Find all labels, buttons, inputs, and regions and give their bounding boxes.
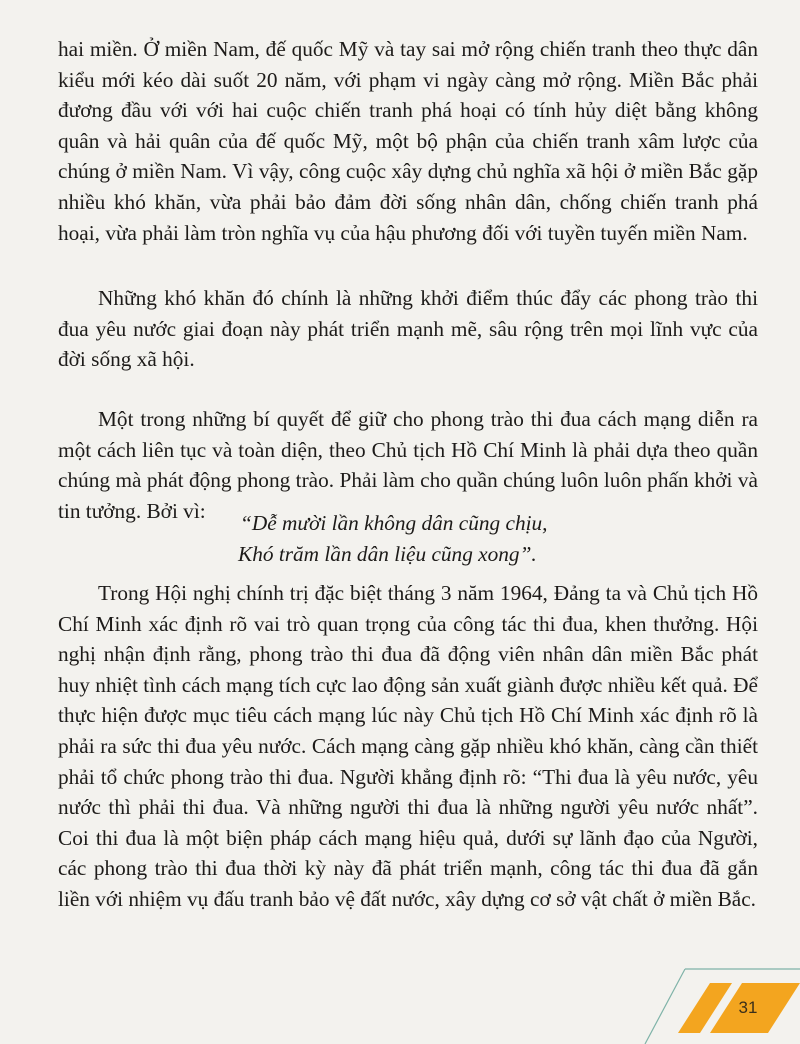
poem-quote [240, 508, 640, 569]
paragraph-1: hai miền. Ở miền Nam, đế quốc Mỹ và tay sai mở rộng chiến tranh theo thực dân kiểu mới kéo dài suốt 20 năm, với phạm vi ngày càng mở rộng. Miền Bắc phải đương đầu với với hai cuộc chiến tranh phá hoại có tính hủy diệt bằng không quân và hải quân của đế quốc Mỹ, một bộ phận của chiến tranh xâm lược của chúng ở miền Nam. Vì vậy, công cuộc xây dựng chủ nghĩa xã hội ở miền Bắc gặp nhiều khó khăn, vừa phải bảo đảm đời sống nhân dân, chống chiến tranh phá hoại, vừa phải làm tròn nghĩa vụ của hậu phương đối với tuyền tuyến miền Nam. [58, 37, 758, 245]
paragraph-4: Trong Hội nghị chính trị đặc biệt tháng 3 năm 1964, Đảng ta và Chủ tịch Hồ Chí Minh xác định rõ vai trò quan trọng của công tác thi đua, khen thưởng. Hội nghị nhận định rằng, phong trào thi đua đã động viên nhân dân miền Bắc phát huy nhiệt tình cách mạng tích cực lao động sản xuất giành được nhiều kết quả. Để thực hiện được mục tiêu cách mạng lúc này Chủ tịch Hồ Chí Minh xác định rõ là phải ra sức thi đua yêu nước. Cách mạng càng gặp nhiều khó khăn, càng cần thiết phải tổ chức phong trào thi đua. Người khẳng định rõ: “Thi đua là yêu nước, yêu nước thì phải thi đua. Và những người thi đua là những người yêu nước nhất”. Coi thi đua là một biện pháp cách mạng hiệu quả, dưới sự lãnh đạo của Người, các phong trào thi đua thời kỳ này đã phát triển mạnh, công tác thi đua đã gắn liền với nhiệm vụ đấu tranh bảo vệ đất nước, xây dựng cơ sở vật chất ở miền Bắc. [58, 581, 758, 911]
corner-decoration [600, 955, 800, 1044]
paragraph-2: Những khó khăn đó chính là những khởi điểm thúc đẩy các phong trào thi đua yêu nước giai đoạn này phát triển mạnh mẽ, sâu rộng trên mọi lĩnh vực của đời sống xã hội. [58, 286, 758, 372]
paragraph-3: Một trong những bí quyết để giữ cho phong trào thi đua cách mạng diễn ra một cách liên tục và toàn diện, theo Chủ tịch Hồ Chí Minh là phải dựa theo quần chúng mà phát động phong trào. Phải làm cho quần chúng luôn luôn phấn khởi và tin tưởng. Bởi vì: [58, 407, 758, 523]
poem-line-1: “Dễ mười lần không dân cũng chịu, [240, 511, 548, 535]
page-number: 31 [738, 998, 758, 1017]
poem-line-2: Khó trăm lần dân liệu cũng xong”. [238, 541, 537, 566]
